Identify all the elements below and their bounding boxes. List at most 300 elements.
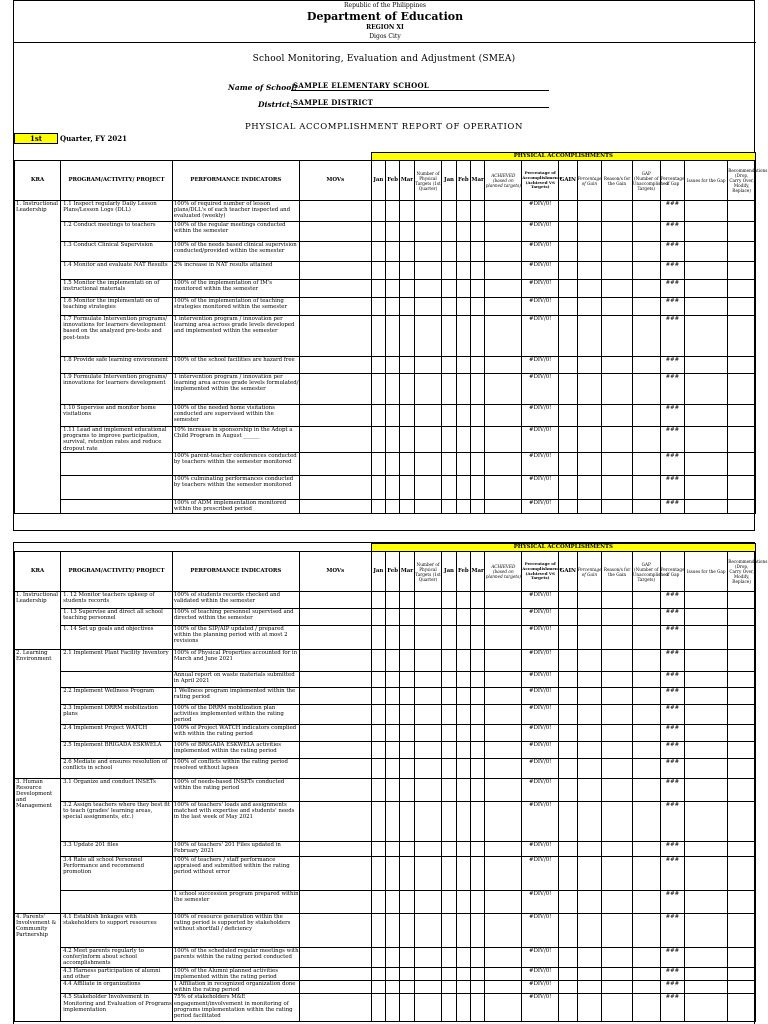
empty-cell — [685, 981, 728, 994]
indicator-cell: 100% of the SIP/AIP updated / prepared within the planning period with at most 2 revisions — [172, 626, 299, 650]
empty-cell — [728, 357, 756, 374]
empty-cell — [728, 705, 756, 725]
empty-cell — [385, 801, 399, 841]
empty-cell — [400, 856, 414, 890]
empty-cell — [385, 298, 399, 316]
empty-cell — [685, 913, 728, 947]
empty-cell — [371, 994, 385, 1022]
empty-cell — [685, 758, 728, 778]
district-label: District: — [258, 100, 293, 109]
empty-cell — [299, 688, 371, 705]
empty-cell — [371, 262, 385, 280]
percentage-accomplishment-cell: #DIV/0! — [522, 262, 559, 280]
empty-cell — [602, 913, 633, 947]
empty-cell — [385, 262, 399, 280]
percentage-gap-cell: ### — [660, 201, 685, 222]
empty-cell — [371, 672, 385, 688]
percentage-gap-cell: ### — [660, 357, 685, 374]
table-row — [15, 316, 756, 357]
empty-cell — [559, 609, 577, 626]
empty-cell — [602, 405, 633, 427]
empty-cell — [602, 890, 633, 913]
empty-cell — [685, 856, 728, 890]
empty-cell — [728, 981, 756, 994]
empty-cell — [456, 650, 470, 672]
empty-cell — [602, 841, 633, 856]
percentage-accomplishment-cell: #DIV/0! — [522, 499, 559, 513]
empty-cell — [602, 280, 633, 298]
empty-cell — [577, 427, 602, 453]
empty-cell — [685, 626, 728, 650]
column-header-reasons: Reason/s for the Gain — [602, 552, 633, 592]
empty-cell — [577, 856, 602, 890]
empty-cell — [385, 374, 399, 405]
empty-cell — [485, 890, 522, 913]
indicator-cell: 1 intervention program / innovation per learning area across grade levels formulated/ implemented within the semester — [172, 374, 299, 405]
column-header-pct-gain: Percentage of Gain — [577, 552, 602, 592]
empty-cell — [385, 427, 399, 453]
empty-cell — [471, 427, 485, 453]
empty-cell — [577, 947, 602, 967]
empty-cell — [456, 913, 470, 947]
empty-cell — [728, 688, 756, 705]
empty-cell — [577, 967, 602, 980]
empty-cell — [414, 994, 442, 1022]
empty-cell — [414, 688, 442, 705]
percentage-accomplishment-cell: #DIV/0! — [522, 452, 559, 475]
empty-cell — [400, 967, 414, 980]
accomplishment-table-1 — [14, 152, 768, 514]
empty-cell — [577, 499, 602, 513]
empty-cell — [400, 222, 414, 242]
empty-cell — [456, 626, 470, 650]
empty-cell — [602, 374, 633, 405]
program-cell: 1. 14 Set up goals and objectives — [61, 626, 173, 650]
empty-cell — [728, 967, 756, 980]
empty-cell — [299, 280, 371, 298]
empty-cell — [385, 967, 399, 980]
empty-cell — [456, 724, 470, 741]
empty-cell — [414, 280, 442, 298]
empty-cell — [385, 994, 399, 1022]
kra-cell: 1. Instructional Leadership — [15, 592, 61, 650]
empty-cell — [385, 316, 399, 357]
percentage-gap-cell: ### — [660, 452, 685, 475]
empty-cell — [577, 741, 602, 758]
empty-cell — [485, 405, 522, 427]
table-row — [15, 280, 756, 298]
empty-cell — [400, 688, 414, 705]
column-header-jan: Jan — [371, 161, 385, 201]
percentage-accomplishment-cell: #DIV/0! — [522, 280, 559, 298]
empty-cell — [400, 475, 414, 499]
empty-cell — [385, 626, 399, 650]
empty-cell — [299, 405, 371, 427]
school-label: Name of School: — [228, 83, 297, 92]
percentage-accomplishment-cell: #DIV/0! — [522, 890, 559, 913]
indicator-cell: 100% of teachers / staff performance appraised and submitted within the rating period without error — [172, 856, 299, 890]
percentage-accomplishment-cell: #DIV/0! — [522, 427, 559, 453]
empty-cell — [385, 280, 399, 298]
empty-cell — [400, 357, 414, 374]
republic-label: Republic of the Philippines — [344, 2, 426, 9]
empty-cell — [485, 705, 522, 725]
column-header-mar: Mar — [400, 161, 414, 201]
empty-cell — [442, 201, 456, 222]
empty-cell — [442, 913, 456, 947]
empty-cell — [385, 201, 399, 222]
percentage-gap-cell: ### — [660, 316, 685, 357]
program-cell: 4.5 Stakeholder Involvement in Monitoring and Evaluation of Programs implementation — [61, 994, 173, 1022]
empty-cell — [371, 374, 385, 405]
empty-cell — [299, 242, 371, 262]
program-cell: 1.8 Provide safe learning environment — [61, 357, 173, 374]
empty-cell — [442, 688, 456, 705]
percentage-gap-cell: ### — [660, 981, 685, 994]
empty-cell — [371, 741, 385, 758]
empty-cell — [728, 222, 756, 242]
percentage-gap-cell: ### — [660, 650, 685, 672]
empty-cell — [728, 201, 756, 222]
table-row — [15, 967, 756, 980]
empty-cell — [577, 316, 602, 357]
empty-cell — [602, 741, 633, 758]
empty-cell — [442, 801, 456, 841]
empty-cell — [577, 592, 602, 609]
percentage-accomplishment-cell: #DIV/0! — [522, 650, 559, 672]
empty-cell — [632, 758, 660, 778]
empty-cell — [632, 967, 660, 980]
empty-cell — [685, 280, 728, 298]
empty-cell — [485, 242, 522, 262]
empty-cell — [442, 856, 456, 890]
indicator-cell: 100% of the scheduled regular meetings with parents within the rating period conducted — [172, 947, 299, 967]
empty-cell — [299, 856, 371, 890]
empty-cell — [400, 801, 414, 841]
empty-cell — [577, 405, 602, 427]
column-header-mar: Mar — [400, 552, 414, 592]
quarter-text: Quarter, FY 2021 — [60, 134, 128, 143]
empty-cell — [485, 475, 522, 499]
empty-cell — [400, 427, 414, 453]
empty-cell — [577, 890, 602, 913]
program-cell: 1.1 Inspect regularly Daily Lesson Plans/Lesson Logs (DLL) — [61, 201, 173, 222]
empty-cell — [471, 758, 485, 778]
empty-cell — [414, 316, 442, 357]
indicator-cell: 100% of students records checked and validated within the semester — [172, 592, 299, 609]
empty-cell — [559, 242, 577, 262]
empty-cell — [559, 913, 577, 947]
empty-cell — [456, 405, 470, 427]
column-header-movs: MOVs — [299, 552, 371, 592]
empty-cell — [602, 688, 633, 705]
empty-cell — [385, 758, 399, 778]
empty-cell — [559, 201, 577, 222]
empty-cell — [385, 357, 399, 374]
empty-cell — [602, 298, 633, 316]
empty-cell — [728, 741, 756, 758]
empty-cell — [371, 801, 385, 841]
indicator-cell: 1 school succession program prepared within the semester — [172, 890, 299, 913]
empty-cell — [299, 201, 371, 222]
table-row — [15, 405, 756, 427]
percentage-gap-cell: ### — [660, 475, 685, 499]
empty-cell — [602, 262, 633, 280]
percentage-gap-cell: ### — [660, 592, 685, 609]
empty-cell — [602, 758, 633, 778]
empty-cell — [728, 475, 756, 499]
empty-cell — [602, 475, 633, 499]
empty-cell — [400, 374, 414, 405]
empty-cell — [385, 609, 399, 626]
empty-cell — [299, 650, 371, 672]
empty-cell — [471, 298, 485, 316]
empty-cell — [414, 778, 442, 801]
empty-cell — [471, 801, 485, 841]
empty-cell — [299, 947, 371, 967]
table-row — [15, 994, 756, 1022]
empty-cell — [471, 592, 485, 609]
empty-cell — [471, 452, 485, 475]
empty-cell — [728, 890, 756, 913]
empty-cell — [371, 890, 385, 913]
empty-cell — [414, 405, 442, 427]
empty-cell — [456, 452, 470, 475]
empty-cell — [299, 981, 371, 994]
empty-cell — [456, 856, 470, 890]
empty-cell — [414, 841, 442, 856]
empty-cell — [559, 475, 577, 499]
empty-cell — [414, 242, 442, 262]
empty-cell — [299, 841, 371, 856]
empty-cell — [400, 262, 414, 280]
indicator-cell: 10% increase in sponsorship in the Adopt a Child Program in August ______ — [172, 427, 299, 453]
empty-cell — [471, 778, 485, 801]
empty-cell — [414, 705, 442, 725]
indicator-cell: 100% of teaching personnel supervised and directed within the semester — [172, 609, 299, 626]
empty-cell — [385, 592, 399, 609]
empty-cell — [299, 427, 371, 453]
empty-cell — [485, 650, 522, 672]
percentage-gap-cell: ### — [660, 688, 685, 705]
empty-cell — [371, 724, 385, 741]
percentage-gap-cell: ### — [660, 298, 685, 316]
table-row — [15, 801, 756, 841]
empty-cell — [471, 724, 485, 741]
empty-cell — [299, 475, 371, 499]
empty-cell — [632, 724, 660, 741]
percentage-gap-cell: ### — [660, 374, 685, 405]
empty-cell — [471, 981, 485, 994]
empty-cell — [632, 741, 660, 758]
empty-cell — [485, 724, 522, 741]
empty-cell — [400, 609, 414, 626]
percentage-gap-cell: ### — [660, 705, 685, 725]
table-row — [15, 741, 756, 758]
column-header-feb: Feb — [456, 161, 470, 201]
empty-cell — [299, 672, 371, 688]
empty-cell — [685, 609, 728, 626]
empty-cell — [485, 626, 522, 650]
indicator-cell: 100% parent-teacher conferences conducted by teachers within the semester monitored — [172, 452, 299, 475]
empty-cell — [559, 778, 577, 801]
empty-cell — [602, 650, 633, 672]
table-row — [15, 374, 756, 405]
table-row — [15, 626, 756, 650]
empty-cell — [414, 890, 442, 913]
empty-cell — [485, 222, 522, 242]
empty-cell — [559, 405, 577, 427]
program-cell — [61, 452, 173, 475]
column-header-kra: KRA — [15, 161, 61, 201]
empty-cell — [728, 913, 756, 947]
empty-cell — [414, 592, 442, 609]
empty-cell — [728, 499, 756, 513]
empty-cell — [385, 705, 399, 725]
kra-cell: 4. Parents' Involvement & Community Partnership — [15, 913, 61, 1022]
empty-cell — [685, 967, 728, 980]
empty-cell — [485, 967, 522, 980]
empty-cell — [602, 452, 633, 475]
program-cell: 2.1 Implement Plant Facility Inventory — [61, 650, 173, 672]
indicator-cell: 100% of the regular meetings conducted within the semester — [172, 222, 299, 242]
empty-cell — [442, 242, 456, 262]
empty-cell — [442, 475, 456, 499]
empty-cell — [299, 913, 371, 947]
program-cell: 1.9 Formulate Intervention programs/ innovations for learners development — [61, 374, 173, 405]
empty-cell — [728, 452, 756, 475]
empty-cell — [485, 981, 522, 994]
indicator-cell: 2% increase in NAT results attained — [172, 262, 299, 280]
empty-cell — [299, 222, 371, 242]
empty-cell — [385, 841, 399, 856]
empty-cell — [559, 981, 577, 994]
empty-cell — [385, 405, 399, 427]
empty-cell — [299, 801, 371, 841]
empty-cell — [442, 452, 456, 475]
empty-cell — [400, 280, 414, 298]
percentage-gap-cell: ### — [660, 994, 685, 1022]
empty-cell — [728, 841, 756, 856]
empty-cell — [728, 626, 756, 650]
empty-cell — [471, 672, 485, 688]
empty-cell — [299, 298, 371, 316]
empty-cell — [485, 741, 522, 758]
empty-cell — [385, 650, 399, 672]
percentage-gap-cell: ### — [660, 499, 685, 513]
column-header-program: PROGRAM/ACTIVITY/ PROJECT — [61, 552, 173, 592]
percentage-gap-cell: ### — [660, 913, 685, 947]
empty-cell — [632, 688, 660, 705]
empty-cell — [442, 357, 456, 374]
empty-cell — [559, 890, 577, 913]
empty-cell — [632, 316, 660, 357]
empty-cell — [299, 499, 371, 513]
empty-cell — [577, 201, 602, 222]
percentage-gap-cell: ### — [660, 626, 685, 650]
empty-cell — [471, 650, 485, 672]
empty-cell — [371, 298, 385, 316]
percentage-accomplishment-cell: #DIV/0! — [522, 981, 559, 994]
empty-cell — [442, 778, 456, 801]
empty-cell — [400, 201, 414, 222]
empty-cell — [559, 947, 577, 967]
column-header-mar: Mar — [471, 161, 485, 201]
empty-cell — [559, 298, 577, 316]
empty-cell — [299, 626, 371, 650]
empty-cell — [414, 374, 442, 405]
empty-cell — [371, 981, 385, 994]
percentage-gap-cell: ### — [660, 758, 685, 778]
empty-cell — [442, 724, 456, 741]
empty-cell — [728, 758, 756, 778]
empty-cell — [471, 994, 485, 1022]
empty-cell — [400, 405, 414, 427]
empty-cell — [577, 841, 602, 856]
empty-cell — [400, 298, 414, 316]
empty-cell — [559, 357, 577, 374]
empty-cell — [456, 262, 470, 280]
empty-cell — [471, 262, 485, 280]
table-row — [15, 452, 756, 475]
empty-cell — [471, 499, 485, 513]
empty-cell — [371, 947, 385, 967]
empty-cell — [685, 688, 728, 705]
empty-cell — [602, 499, 633, 513]
empty-cell — [728, 994, 756, 1022]
empty-cell — [559, 222, 577, 242]
percentage-gap-cell: ### — [660, 262, 685, 280]
empty-cell — [685, 316, 728, 357]
indicator-cell: 100% of the Alumni planned activities implemented within the rating period — [172, 967, 299, 980]
empty-cell — [632, 705, 660, 725]
empty-cell — [632, 452, 660, 475]
city-label: Digos City — [369, 33, 401, 40]
program-cell: 4.1 Establish linkages with stakeholders to support resources — [61, 913, 173, 947]
empty-cell — [400, 242, 414, 262]
empty-cell — [685, 242, 728, 262]
empty-cell — [602, 427, 633, 453]
empty-cell — [577, 672, 602, 688]
empty-cell — [602, 778, 633, 801]
empty-cell — [602, 724, 633, 741]
district-value: SAMPLE DISTRICT — [291, 98, 549, 108]
empty-cell — [632, 650, 660, 672]
indicator-cell: 1 Wellness program implemented within the rating period — [172, 688, 299, 705]
table-row — [15, 856, 756, 890]
empty-cell — [471, 475, 485, 499]
empty-cell — [602, 222, 633, 242]
empty-cell — [559, 994, 577, 1022]
empty-cell — [442, 609, 456, 626]
empty-cell — [471, 947, 485, 967]
column-header-program: PROGRAM/ACTIVITY/ PROJECT — [61, 161, 173, 201]
empty-cell — [385, 981, 399, 994]
program-cell — [61, 890, 173, 913]
empty-cell — [456, 841, 470, 856]
column-header-recommend: Recommendations (Drop, Carry Over, Modify, Replace) — [728, 161, 756, 201]
indicator-cell: 100% of the school facilities are hazard free — [172, 357, 299, 374]
program-cell: 1.6 Monitor the implementati on of teaching strategies — [61, 298, 173, 316]
program-cell: 1. 12 Monitor teachers upkeep of students records — [61, 592, 173, 609]
program-cell: 4.3 Harness participation of alumni and other — [61, 967, 173, 980]
empty-cell — [632, 592, 660, 609]
empty-cell — [442, 374, 456, 405]
empty-cell — [371, 626, 385, 650]
table-row — [15, 947, 756, 967]
empty-cell — [456, 741, 470, 758]
program-cell: 1.4 Monitor and evaluate NAT Results — [61, 262, 173, 280]
